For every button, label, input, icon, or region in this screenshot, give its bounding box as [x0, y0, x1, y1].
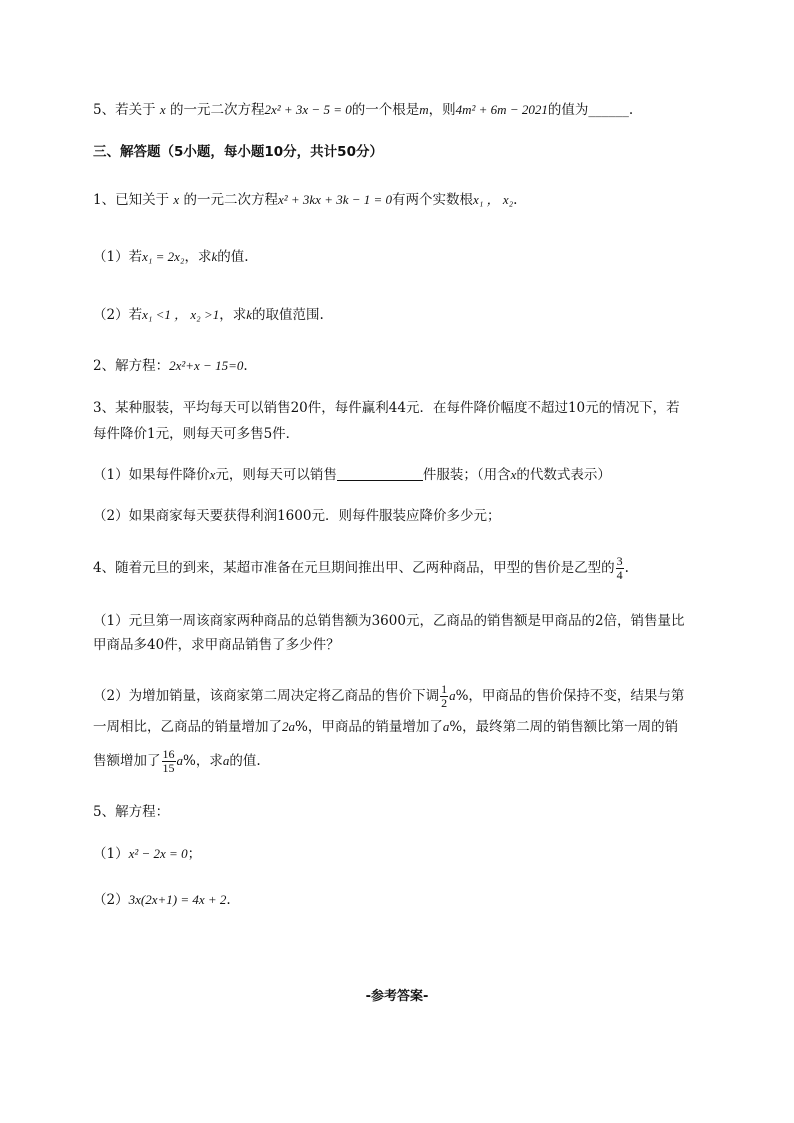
- question-1-stem: 1、已知关于 x 的一元二次方程x² + 3kx + 3k − 1 = 0有两个实数根x₁ ， x₂.: [93, 192, 518, 208]
- question-1-part-1: （1）若x₁ = 2x₂，求k的值.: [93, 249, 249, 265]
- question-4-part-2-line-1: （2）为增加销量，该商家第二周决定将乙商品的售价下调 $\frac{1}{2}$ a%，甲商品的售价保持不变，结果与第: [93, 682, 685, 710]
- question-4-stem: 4、随着元旦的到来，某超市准备在元旦期间推出甲、乙两种商品，甲型的售价是乙型的 $\frac{3}{4}$ .: [93, 554, 629, 582]
- expression: 4m² + 6m − 2021: [455, 102, 548, 117]
- question-4-part-1-line-2: 甲商品多40件，求甲商品销售了多少件？: [93, 637, 340, 653]
- condition: x₁ = 2x₂: [142, 249, 185, 264]
- question-1-part-2: （2）若x₁ <1 ， x₂ >1，求k的取值范围.: [93, 307, 324, 323]
- var-k: k: [211, 249, 218, 264]
- answer-blank[interactable]: [337, 465, 423, 481]
- question-3-line-1: 3、某种服装，平均每天可以销售20件，每件赢利44元．在每件降价幅度不超过10元的情况下，若: [93, 400, 680, 416]
- equation: 2x²+x − 15=0: [169, 358, 244, 373]
- fill-question-5: 5、若关于 x 的一元二次方程2x² + 3x − 5 = 0的一个根是m，则4m² + 6m − 2021的值为______.: [93, 102, 634, 118]
- var-k: k: [246, 307, 252, 322]
- equation: x² + 3kx + 3k − 1 = 0: [277, 192, 393, 207]
- var-x: x: [209, 467, 216, 482]
- fraction-one-half: $\frac{1}{2}$: [441, 682, 448, 710]
- question-5-part-1: （1）x² − 2x = 0；: [93, 846, 202, 862]
- var-x: x: [159, 102, 166, 117]
- equation: x² − 2x = 0: [128, 846, 188, 861]
- question-3-part-1: （1）如果每件降价x元，则每天可以销售 件服装；（用含x的代数式表示）: [93, 467, 611, 483]
- question-5-part-2: （2）3x(2x+1) = 4x + 2.: [93, 892, 231, 908]
- equation: 2x² + 3x − 5 = 0: [264, 102, 352, 117]
- var-x: x: [173, 192, 180, 207]
- question-4-part-2-line-2: 一周相比，乙商品的销量增加了2a%，甲商品的销量增加了a%，最终第二周的销售额比第一周的销: [93, 719, 679, 735]
- question-3-line-2: 每件降价1元，则每天可多售5件．: [93, 426, 300, 442]
- question-4-part-2-line-3: 售额增加了 $\frac{16}{15}$ a%，求a的值.: [93, 747, 261, 775]
- question-3-part-2: （2）如果商家每天要获得利润1600元．则每件服装应降价多少元；: [93, 508, 501, 524]
- question-5-stem: 5、解方程：: [93, 804, 170, 820]
- fraction-three-quarters: $\frac{3}{4}$: [616, 554, 623, 582]
- condition: x₁ <1 ， x₂ >1: [142, 307, 220, 322]
- answer-section-title: -参考答案-: [365, 989, 429, 1004]
- roots: x₁ ， x₂: [473, 192, 514, 207]
- question-4-part-1-line-1: （1）元旦第一周该商家两种商品的总销售额为3600元，乙商品的销售额是甲商品的2倍，销售量比: [93, 613, 685, 629]
- question-2: 2、解方程：2x²+x − 15=0.: [93, 358, 248, 374]
- fraction-sixteen-fifteenths: $\frac{16}{15}$: [162, 747, 175, 775]
- var-x: x: [510, 467, 517, 482]
- equation: 3x(2x+1) = 4x + 2: [128, 892, 227, 907]
- section-heading: 三、解答题（5小题，每小题10分，共计50分）: [93, 144, 383, 160]
- var-m: m: [419, 102, 429, 117]
